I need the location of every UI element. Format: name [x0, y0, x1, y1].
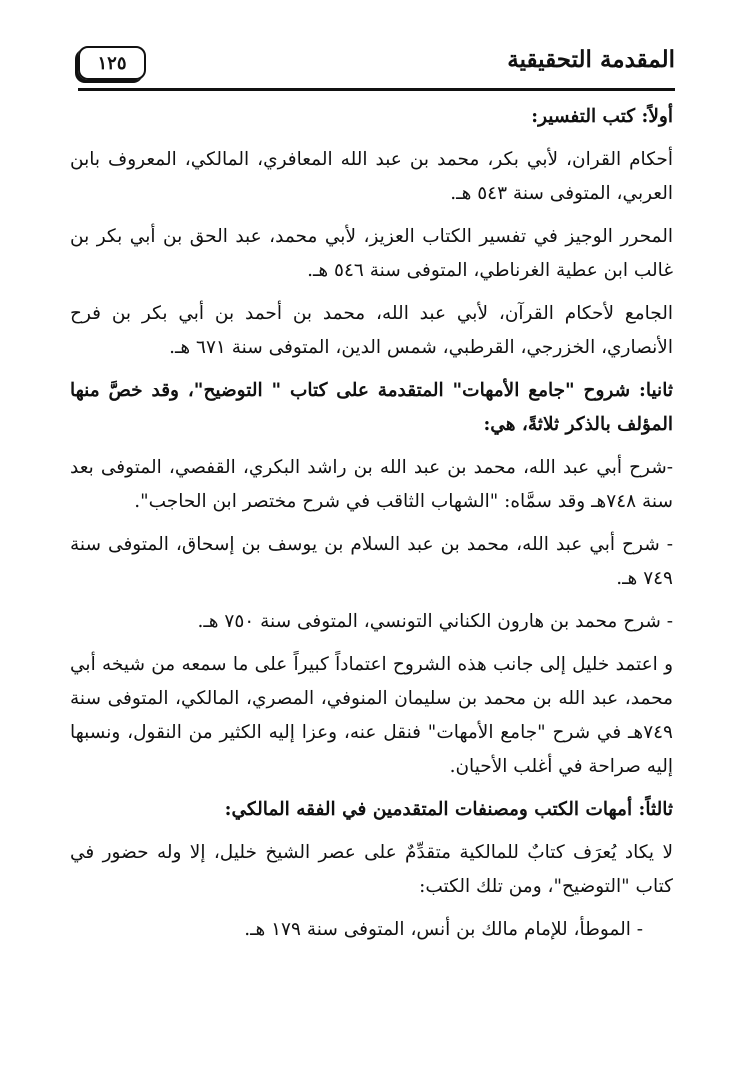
list-item-muwatta: - الموطأ، للإمام مالك بن أنس، المتوفى سنة ١٧٩ هـ. [244, 919, 643, 940]
paragraph-al-manufi: و اعتمد خليل إلى جانب هذه الشروح اعتماداً كبيراً على ما سمعه من شيخه أبي محمد، عبد الله بن محمد بن سليمان المنوفي، المصري، المالكي، المتوفى سنة ٧٤٩هـ في شرح "جامع الأمهات" فنقل عنه، وعزا إليه الكثير من النقول، ونسبها إليه صراحة في أغلب الأحيان. [70, 654, 673, 777]
page-body [70, 100, 673, 956]
page-number-box [78, 46, 146, 80]
header-rule [78, 88, 675, 91]
paragraph-kutub: لا يكاد يُعرَف كتابٌ للمالكية متقدِّمٌ على عصر الشيخ خليل، إلا وله حضور في كتاب "التوضيح"، ومن تلك الكتب: [70, 842, 673, 897]
paragraph-ahkam-al-quran: أحكام القران، لأبي بكر، محمد بن عبد الله المعافري، المالكي، المعروف بابن العربي، المتوفى سنة ٥٤٣ هـ. [70, 149, 673, 204]
running-title: المقدمة التحقيقية [507, 46, 675, 73]
list-item-sharh-1: -شرح أبي عبد الله، محمد بن عبد الله بن راشد البكري، القفصي، المتوفى بعد سنة ٧٤٨هـ وقد سمَّاه: "الشهاب الثاقب في شرح مختصر ابن الحاجب". [70, 457, 673, 512]
section-heading-ummahat: ثالثاً: أمهات الكتب ومصنفات المتقدمين في الفقه المالكي: [224, 799, 673, 820]
paragraph-al-jami: الجامع لأحكام القرآن، لأبي عبد الله، محمد بن أحمد بن أبي بكر بن فرح الأنصاري، الخزرجي، القرطبي، شمس الدين، المتوفى سنة ٦٧١ هـ. [70, 303, 673, 358]
paragraph-al-muharrar: المحرر الوجيز في تفسير الكتاب العزيز، لأبي محمد، عبد الحق بن أبي بكر بن غالب ابن عطية الغرناطي، المتوفى سنة ٥٤٦ هـ. [70, 226, 673, 281]
page-header [78, 42, 675, 86]
list-item-sharh-3: - شرح محمد بن هارون الكناني التونسي، المتوفى سنة ٧٥٠ هـ. [197, 611, 673, 632]
section-heading-shuruh: ثانيا: شروح "جامع الأمهات" المتقدمة على كتاب " التوضيح"، وقد خصَّ منها المؤلف بالذكر ثلاثةً، هي: [70, 380, 673, 435]
page-number: ١٢٥ [97, 52, 127, 74]
list-item-sharh-2: - شرح أبي عبد الله، محمد بن عبد السلام بن يوسف بن إسحاق، المتوفى سنة ٧٤٩ هـ. [70, 534, 673, 589]
section-heading-tafsir: أولاً: كتب التفسير: [531, 106, 673, 127]
